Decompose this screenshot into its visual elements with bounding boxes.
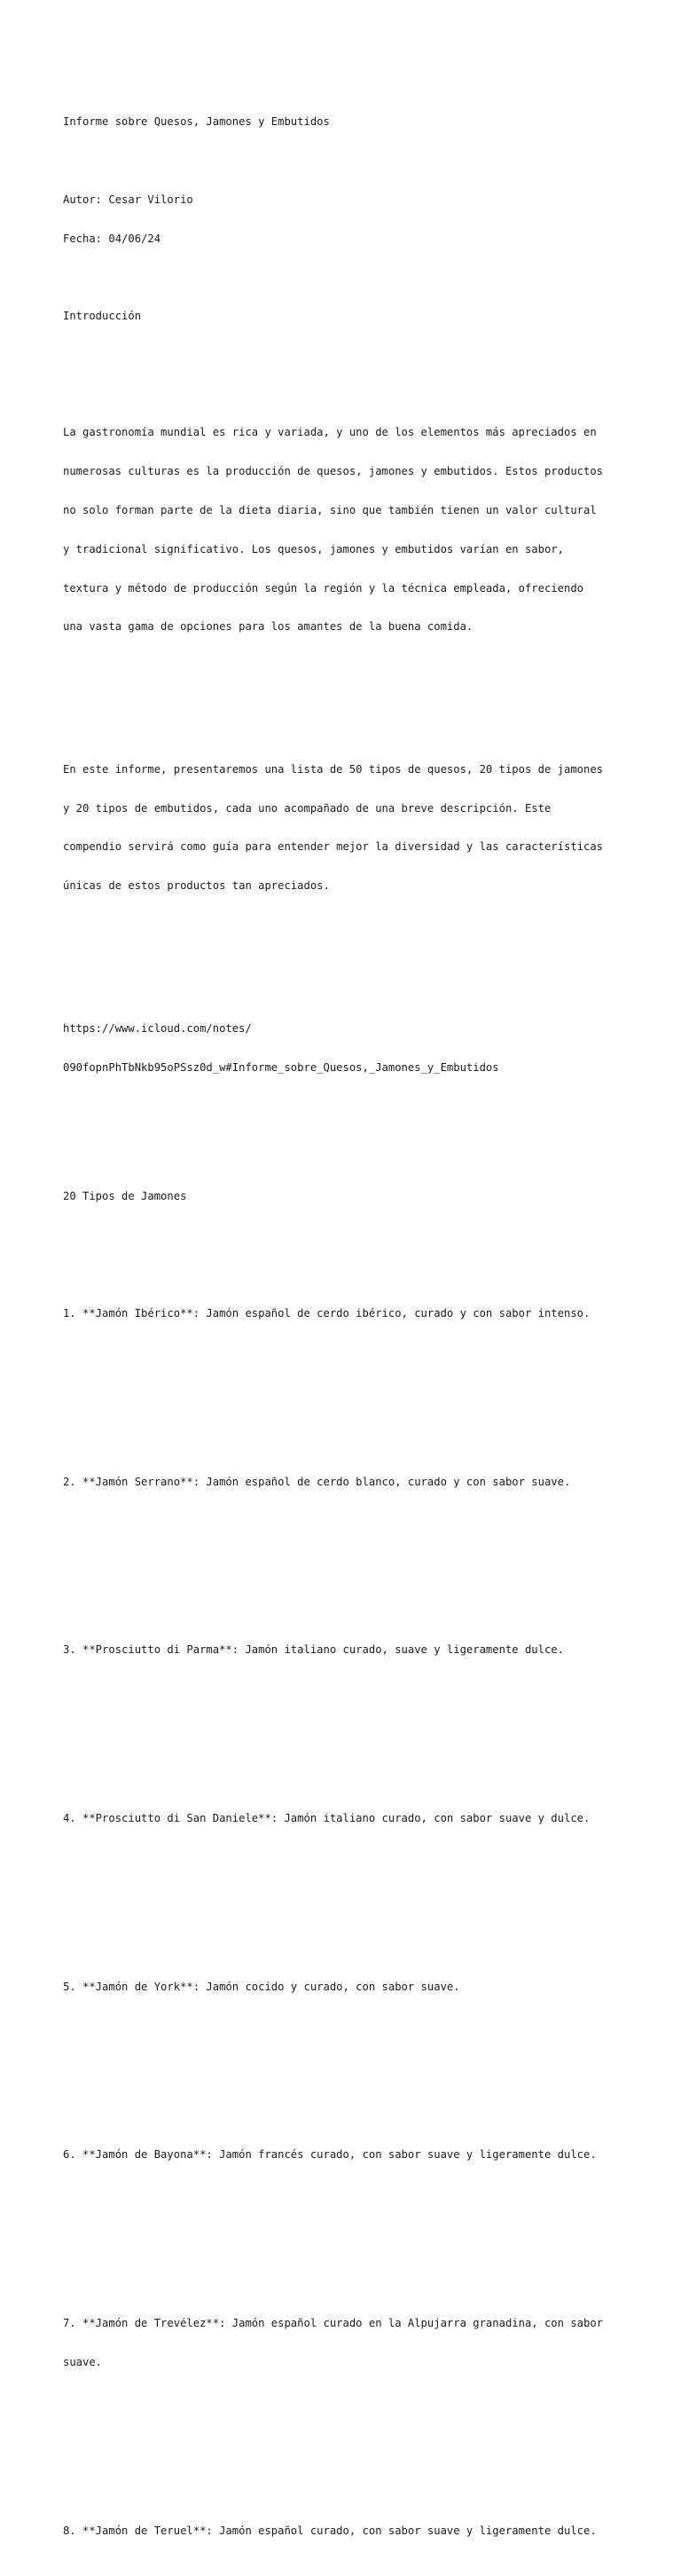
paragraph-line: textura y método de producción según la región y la técnica empleada, ofreciendo [63, 581, 583, 595]
paragraph-line: únicas de estos productos tan apreciados. [63, 879, 330, 893]
list-item [63, 1618, 622, 1682]
intro-paragraph-1 [63, 400, 622, 659]
author-line: Autor: Cesar Vilorio [63, 193, 193, 206]
list-item [63, 1955, 622, 2020]
list-item-line: 5. **Jamón de York**: Jamón cocido y curado, con sabor suave. [63, 1980, 460, 1993]
list-item-line: suave. [63, 2356, 103, 2368]
paragraph-line: En este informe, presentaremos una lista de 50 tipos de quesos, 20 tipos de jamones [63, 762, 604, 776]
document-title: Informe sobre Quesos, Jamones y Embutidos [63, 115, 330, 129]
list-item-line: 2. **Jamón Serrano**: Jamón español de cerdo blanco, curado y con sabor suave. [63, 1475, 571, 1488]
list-item [63, 1786, 622, 1851]
list-item-line: 3. **Prosciutto di Parma**: Jamón italiano curado, suave y ligeramente dulce. [63, 1643, 564, 1657]
link-line[interactable]: https://www.icloud.com/notes/ [63, 1021, 252, 1035]
document-page [63, 90, 622, 2576]
list-item [63, 1449, 622, 1514]
intro-paragraph-2 [63, 737, 622, 918]
paragraph-line: no solo forman parte de la dieta diaria, sino que también tienen un valor cultural [63, 504, 597, 516]
intro-heading: Introducción [63, 310, 142, 323]
section-heading: 20 Tipos de Jamones [63, 1190, 187, 1203]
list-item-line: 7. **Jamón de Trevélez**: Jamón español curado en la Alpujarra granadina, con sabor [63, 2317, 604, 2330]
paragraph-line: La gastronomía mundial es rica y variada, y uno de los elementos más apreciados en [63, 426, 597, 439]
paragraph-line: una vasta gama de opciones para los amantes de la buena comida. [63, 620, 474, 634]
list-item [63, 2291, 622, 2395]
list-item-line: 1. **Jamón Ibérico**: Jamón español de cerdo ibérico, curado y con sabor intenso. [63, 1306, 591, 1320]
list-item [63, 2123, 622, 2187]
paragraph-line: y tradicional significativo. Los quesos, jamones y embutidos varían en sabor, [63, 542, 564, 555]
notes-link[interactable] [63, 997, 622, 1100]
list-item-line: 6. **Jamón de Bayona**: Jamón francés curado, con sabor suave y ligeramente dulce. [63, 2148, 597, 2162]
list-item-line: 4. **Prosciutto di San Daniele**: Jamón italiano curado, con sabor suave y dulce. [63, 1812, 591, 1825]
list-item [63, 1281, 622, 1346]
list-item [63, 2499, 622, 2564]
paragraph-line: numerosas culturas es la producción de quesos, jamones y embutidos. Estos productos [63, 465, 604, 478]
date-line: Fecha: 04/06/24 [63, 232, 161, 245]
link-line[interactable]: 090fopnPhTbNkb95oPSsz0d_w#Informe_sobre_Quesos,_Jamones_y_Embutidos [63, 1060, 499, 1074]
list-item-line: 8. **Jamón de Teruel**: Jamón español curado, con sabor suave y ligeramente dulce. [63, 2524, 597, 2537]
paragraph-line: y 20 tipos de embutidos, cada uno acompañado de una breve descripción. Este [63, 801, 552, 815]
paragraph-line: compendio servirá como guía para entender mejor la diversidad y las características [63, 840, 604, 854]
